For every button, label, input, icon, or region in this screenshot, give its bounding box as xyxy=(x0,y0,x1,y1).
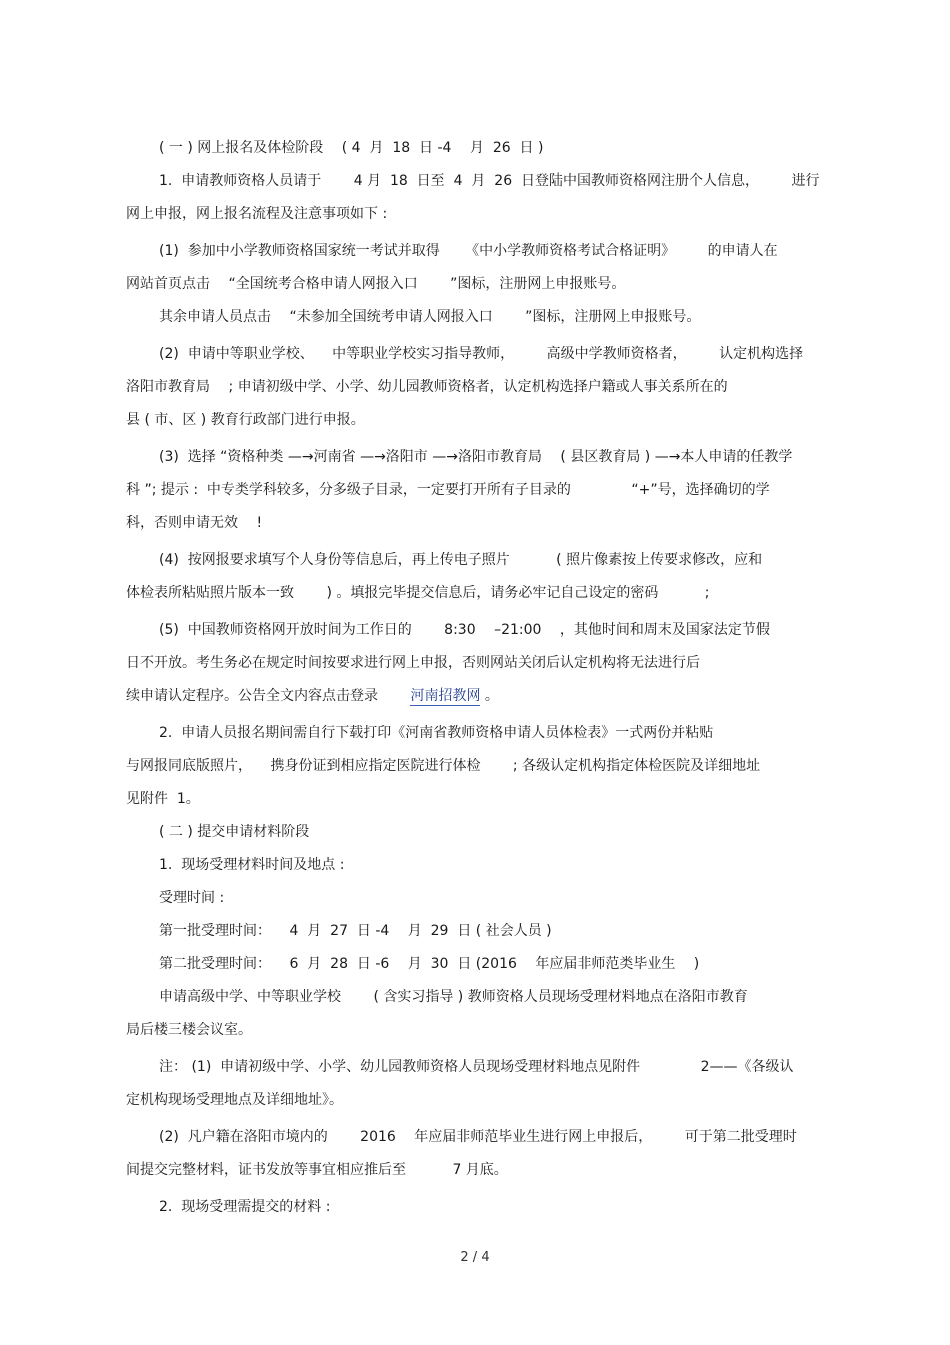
text-line xyxy=(126,614,826,647)
line-text: 受理时间 : xyxy=(159,890,225,906)
page-number: 2 / 4 xyxy=(460,1250,490,1265)
line-text: 体检表所粘贴照片版本一致 ) 。填报完毕提交信息后，请务必牢记自己设定的密码 ; xyxy=(126,585,710,601)
text-line xyxy=(126,1154,826,1187)
line-text: 见附件 1。 xyxy=(126,791,200,807)
line-text: ( 二 ) 提交申请材料阶段 xyxy=(159,824,310,840)
line-text-after-link: 。 xyxy=(480,688,499,704)
text-line xyxy=(126,268,826,301)
line-text: 第二批受理时间： 6 月 28 日 -6 月 30 日 (2016 年应届非师范类毕业生 ) xyxy=(159,956,700,972)
line-text: 网上申报，网上报名流程及注意事项如下 : xyxy=(126,206,388,222)
line-text: 2. 现场受理需提交的材料 : xyxy=(159,1199,331,1215)
text-line xyxy=(126,404,826,437)
line-text: 1. 申请教师资格人员请于 4 月 18 日至 4 月 26 日登陆中国教师资格网注册个人信息， 进行 xyxy=(159,173,820,189)
line-text: (4) 按网报要求填写个人身份等信息后，再上传电子照片 ( 照片像素按上传要求修改，应和 xyxy=(159,552,763,568)
text-line xyxy=(126,577,826,610)
text-line xyxy=(126,981,826,1014)
text-line xyxy=(126,507,826,540)
text-line xyxy=(126,132,826,165)
line-text: 注： (1) 申请初级中学、小学、幼儿园教师资格人员现场受理材料地点见附件 2——《各级认 xyxy=(159,1059,794,1075)
line-text: 2. 申请人员报名期间需自行下载打印《河南省教师资格申请人员体检表》一式两份并粘贴 xyxy=(159,725,714,741)
line-text: 与网报同底版照片， 携身份证到相应指定医院进行体检 ; 各级认定机构指定体检医院及详细地址 xyxy=(126,758,761,774)
text-line xyxy=(126,750,826,783)
text-line xyxy=(126,816,826,849)
text-line xyxy=(126,301,826,334)
line-text: (2) 申请中等职业学校、 中等职业学校实习指导教师， 高级中学教师资格者， 认定机构选择 xyxy=(159,346,804,362)
line-text: 日不开放。考生务必在规定时间按要求进行网上申报，否则网站关闭后认定机构将无法进行后 xyxy=(126,655,700,671)
line-text: 县 ( 市、区 ) 教育行政部门进行申报。 xyxy=(126,412,365,428)
line-text: (5) 中国教师资格网开放时间为工作日的 8:30 –21:00 ，其他时间和周末及国家法定节假 xyxy=(159,622,770,638)
text-line xyxy=(126,474,826,507)
line-text: 科 ”; 提示 : 中专类学科较多，分多级子目录，一定要打开所有子目录的 “+”号，选择确切的学 xyxy=(126,482,770,498)
line-text: 1. 现场受理材料时间及地点 : xyxy=(159,857,345,873)
text-line xyxy=(126,849,826,882)
line-text: 其余申请人员点击 “未参加全国统考申请人网报入口 ”图标，注册网上申报账号。 xyxy=(159,309,701,325)
text-line xyxy=(126,1051,826,1084)
text-line xyxy=(126,783,826,816)
line-text: 续申请认定程序。公告全文内容点击登录 xyxy=(126,688,411,704)
line-text: 科，否则申请无效 ! xyxy=(126,515,263,531)
line-text: (1) 参加中小学教师资格国家统一考试并取得 《中小学教师资格考试合格证明》 的申请人在 xyxy=(159,243,778,259)
text-line xyxy=(126,948,826,981)
text-line xyxy=(126,915,826,948)
text-line xyxy=(126,371,826,404)
line-text: 局后楼三楼会议室。 xyxy=(126,1022,252,1038)
text-line xyxy=(126,198,826,231)
line-text: (3) 选择 “资格种类 —→河南省 —→洛阳市 —→洛阳市教育局 ( 县区教育局 ) —→本人申请的任教学 xyxy=(159,449,793,465)
text-line xyxy=(126,647,826,680)
text-line xyxy=(126,1191,826,1224)
line-text: 第一批受理时间： 4 月 27 日 -4 月 29 日 ( 社会人员 ) xyxy=(159,923,552,939)
text-line xyxy=(126,165,826,198)
text-line xyxy=(126,882,826,915)
line-text: ( 一 ) 网上报名及体检阶段 ( 4 月 18 日 -4 月 26 日 ) xyxy=(159,140,544,156)
line-text: 申请高级中学、中等职业学校 ( 含实习指导 ) 教师资格人员现场受理材料地点在洛阳市教育 xyxy=(159,989,748,1005)
text-line xyxy=(126,1084,826,1117)
text-line xyxy=(126,235,826,268)
text-line xyxy=(126,1014,826,1047)
text-line xyxy=(126,441,826,474)
line-text: 网站首页点击 “全国统考合格申请人网报入口 ”图标，注册网上申报账号。 xyxy=(126,276,626,292)
text-line xyxy=(126,338,826,371)
henan-recruitment-link[interactable]: 河南招教网 xyxy=(410,688,481,704)
line-text: (2) 凡户籍在洛阳市境内的 2016 年应届非师范毕业生进行网上申报后， 可于第二批受理时 xyxy=(159,1129,797,1145)
text-line xyxy=(126,544,826,577)
line-text: 定机构现场受理地点及详细地址》。 xyxy=(126,1092,343,1108)
text-line xyxy=(126,1121,826,1154)
line-text: 洛阳市教育局 ; 申请初级中学、小学、幼儿园教师资格者，认定机构选择户籍或人事关系所在的 xyxy=(126,379,728,395)
document-body xyxy=(126,132,826,1224)
text-line xyxy=(126,680,826,713)
line-text: 间提交完整材料，证书发放等事宜相应推后至 7 月底。 xyxy=(126,1162,508,1178)
text-line xyxy=(126,717,826,750)
